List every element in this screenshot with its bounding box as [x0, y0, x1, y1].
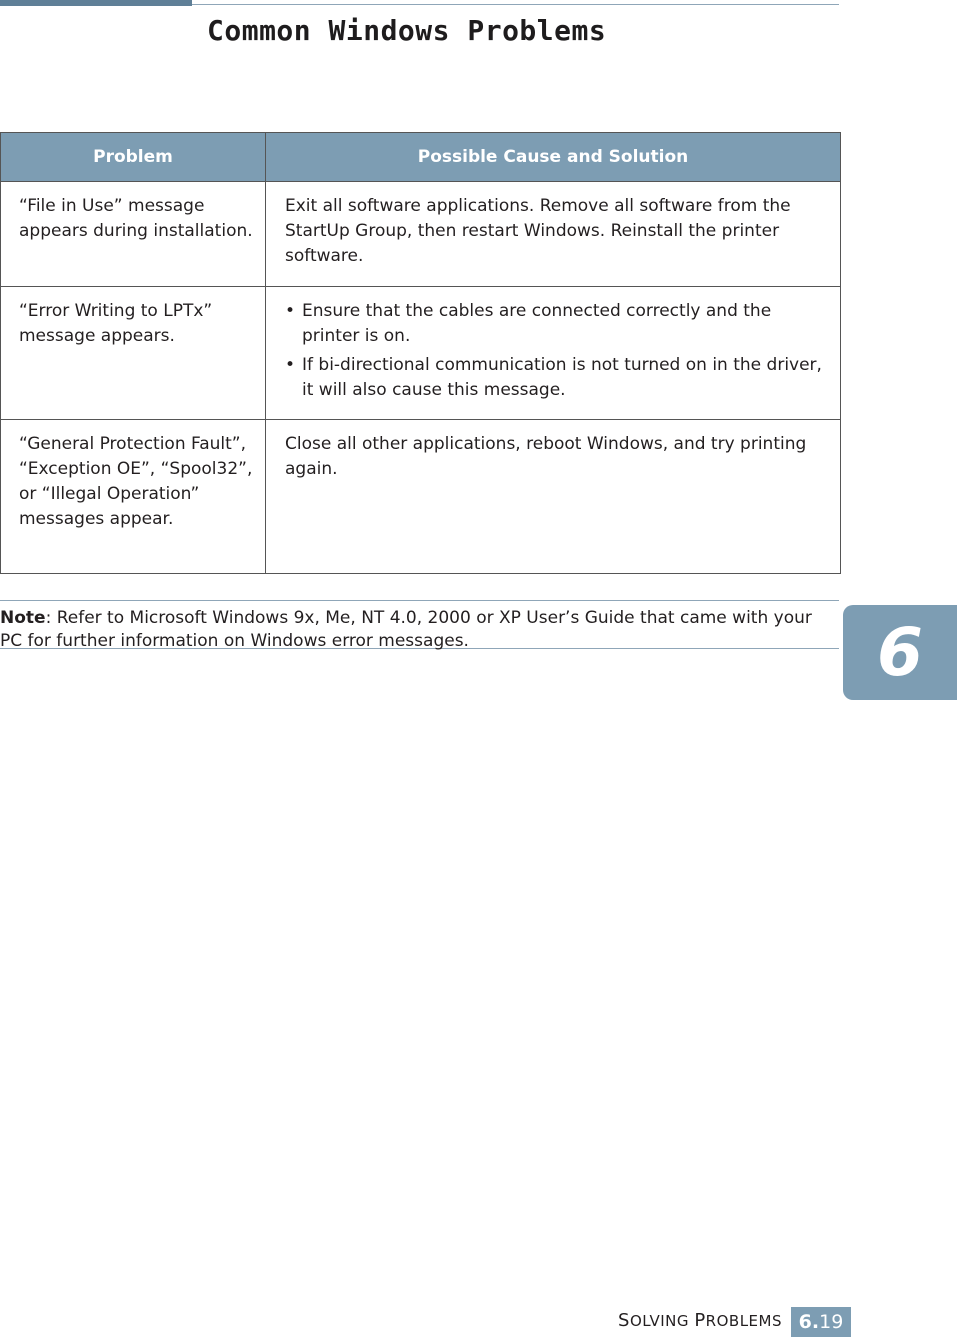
- header-problem: Problem: [1, 133, 266, 182]
- top-rule: [192, 4, 839, 5]
- problems-table: [0, 132, 841, 574]
- solution-bullet-list: [285, 299, 830, 403]
- solution-cell: Close all other applications, reboot Windows, and try printing again.: [266, 420, 841, 574]
- note-box: [0, 600, 839, 649]
- problem-cell: “File in Use” message appears during installation.: [1, 182, 266, 287]
- chapter-tab: 6: [843, 605, 957, 700]
- page-number: 6.19: [791, 1307, 851, 1337]
- page-title: Common Windows Problems: [207, 14, 607, 47]
- solution-bullet: • Ensure that the cables are connected correctly and the printer is on.: [285, 301, 772, 346]
- table-row: [1, 420, 841, 574]
- top-accent-bar: [0, 0, 192, 6]
- problem-cell: “Error Writing to LPTx” message appears.: [1, 287, 266, 420]
- note-label: Note: [0, 608, 46, 628]
- problem-cell: “General Protection Fault”, “Exception OE”, “Spool32”, or “Illegal Operation” messages appear.: [1, 420, 266, 574]
- table-row: [1, 287, 841, 420]
- note-text: : Refer to Microsoft Windows 9x, Me, NT 4.0, 2000 or XP User’s Guide that came with your PC for further information on Windows error messages.: [0, 608, 812, 651]
- bullet-icon: •: [285, 355, 296, 375]
- table-header-row: [1, 133, 841, 182]
- solution-cell: Exit all software applications. Remove all software from the StartUp Group, then restart Windows. Reinstall the printer software.: [266, 182, 841, 287]
- footer-section-title: SOLVING PROBLEMS: [618, 1310, 782, 1331]
- header-solution: Possible Cause and Solution: [266, 133, 841, 182]
- solution-cell: [266, 287, 841, 420]
- solution-bullet: • If bi-directional communication is not turned on in the driver, it will also cause this message.: [285, 355, 822, 400]
- table-row: [1, 182, 841, 287]
- bullet-icon: •: [285, 301, 296, 321]
